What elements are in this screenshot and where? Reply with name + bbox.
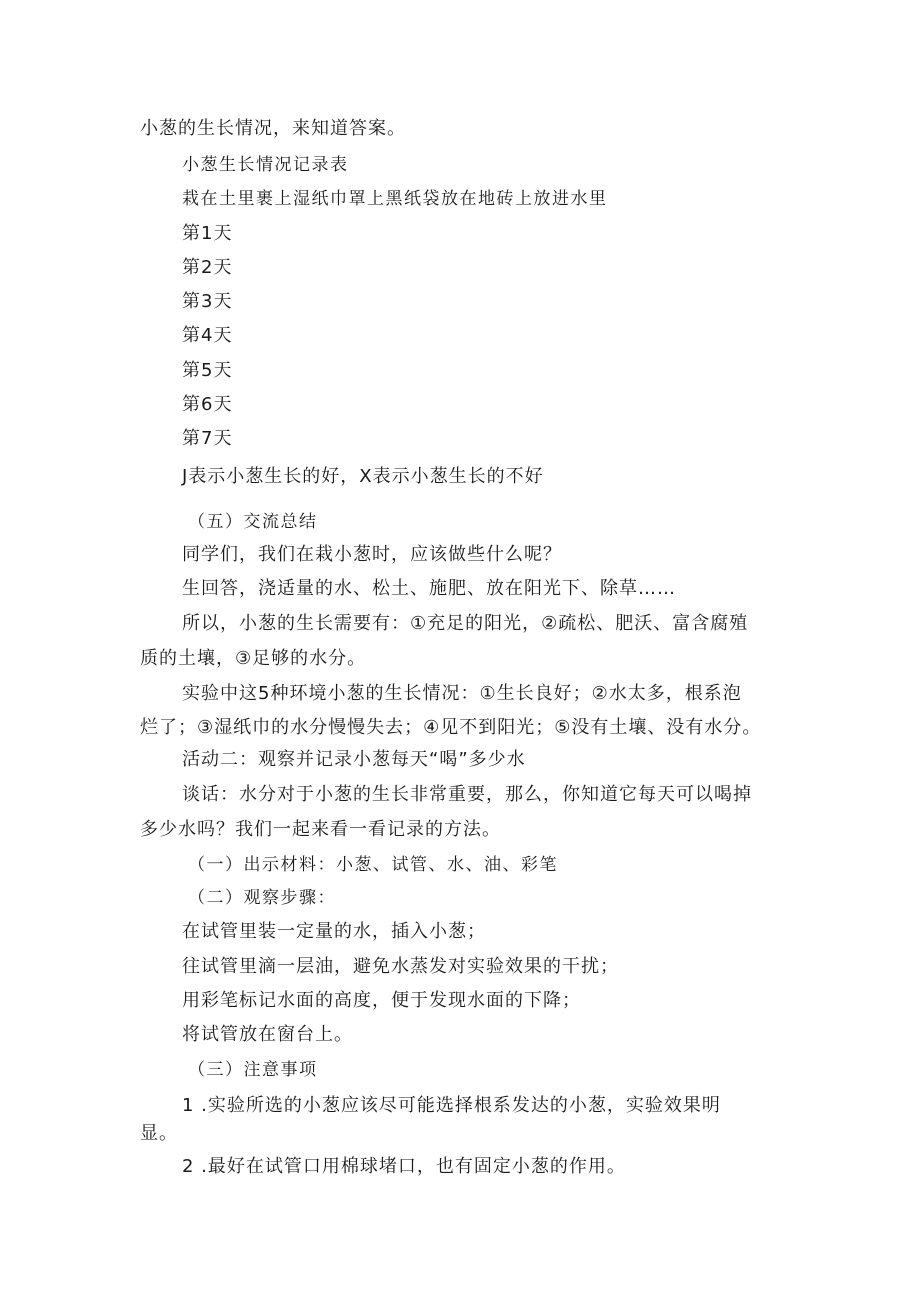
table-row-day5: 第5天 — [182, 360, 233, 381]
section-heading: （三）注意事项 — [188, 1060, 318, 1080]
note-line: 1 .实验所选的小葱应该尽可能选择根系发达的小葱，实验效果明 — [182, 1095, 721, 1116]
table-header-row: 栽在土里裹上湿纸巾罩上黑纸袋放在地砖上放进水里 — [182, 189, 608, 209]
text-line: 质的土壤，③足够的水分。 — [140, 648, 367, 669]
section-heading: （五）交流总结 — [188, 512, 318, 532]
table-row-day1: 第1天 — [182, 223, 233, 244]
table-row-day3: 第3天 — [182, 291, 233, 312]
section-heading: （一）出示材料：小葱、试管、水、油、彩笔 — [188, 855, 558, 875]
note-line: 显。 — [140, 1123, 178, 1144]
text-line: 多少水吗？我们一起来看一看记录的方法。 — [140, 819, 501, 840]
text-line: 同学们，我们在栽小葱时，应该做些什么呢？ — [182, 544, 562, 565]
activity-heading: 活动二：观察并记录小葱每天“喝”多少水 — [182, 749, 526, 770]
table-row-day6: 第6天 — [182, 394, 233, 415]
step-line: 在试管里装一定量的水，插入小葱； — [182, 921, 486, 942]
text-line: 烂了；③湿纸巾的水分慢慢失去；④见不到阳光；⑤没有土壤、没有水分。 — [140, 717, 762, 738]
text-line: 所以，小葱的生长需要有：①充足的阳光，②疏松、肥沃、富含腐殖 — [182, 613, 749, 634]
text-line: 谈话：水分对于小葱的生长非常重要，那么，你知道它每天可以喝掉 — [182, 784, 752, 805]
step-line: 往试管里滴一层油，避免水蒸发对实验效果的干扰； — [182, 956, 619, 977]
step-line: 将试管放在窗台上。 — [182, 1024, 353, 1045]
table-row-day4: 第4天 — [182, 325, 233, 346]
text-line: 生回答，浇适量的水、松土、施肥、放在阳光下、除草…… — [182, 578, 676, 599]
section-heading: （二）观察步骤： — [188, 888, 336, 908]
table-legend: J表示小葱生长的好，X表示小葱生长的不好 — [182, 466, 544, 487]
step-line: 用彩笔标记水面的高度，便于发现水面的下降； — [182, 990, 581, 1011]
table-row-day2: 第2天 — [182, 257, 233, 278]
note-line: 2 .最好在试管口用棉球堵口，也有固定小葱的作用。 — [182, 1156, 626, 1177]
table-row-day7: 第7天 — [182, 428, 233, 449]
text-line: 实验中这5种环境小葱的生长情况：①生长良好；②水太多，根系泡 — [182, 683, 742, 704]
table-title: 小葱生长情况记录表 — [182, 155, 349, 175]
text-line: 小葱的生长情况，来知道答案。 — [140, 118, 406, 139]
